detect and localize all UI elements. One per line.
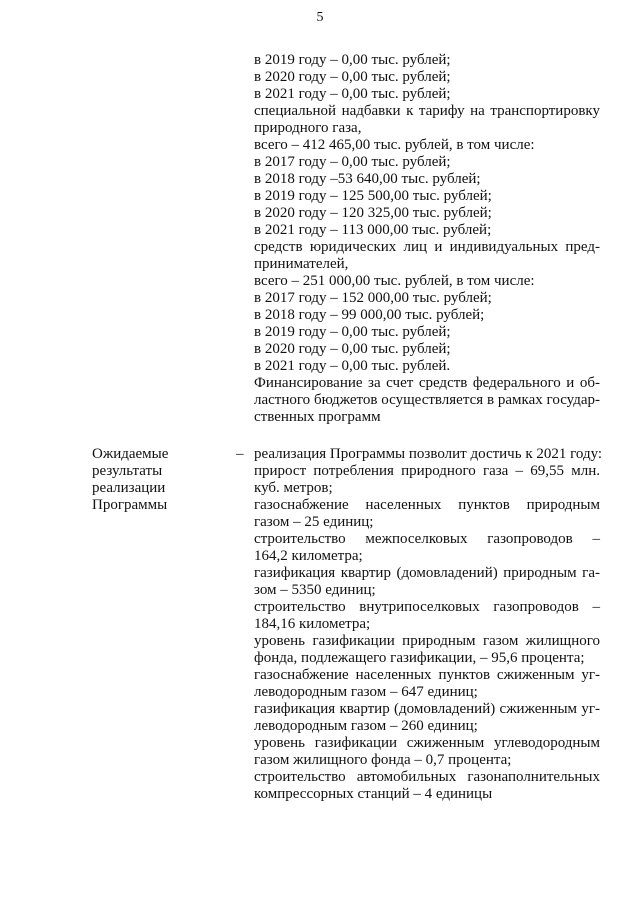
text-line: в 2021 году – 0,00 тыс. рублей; xyxy=(254,86,451,102)
text-line: природного газа, xyxy=(254,120,362,136)
text-line: 164,2 километра; xyxy=(254,548,363,564)
text-line: газоснабжение населенных пунктов сжиженным уг- xyxy=(254,667,600,683)
text-line: газоснабжение населенных пунктов природным xyxy=(254,497,600,513)
label-line: результаты xyxy=(92,463,163,479)
text-line: в 2017 году – 0,00 тыс. рублей; xyxy=(254,154,451,170)
text-line: газом жилищного фонда – 0,7 процента; xyxy=(254,752,512,768)
text-line: в 2017 году – 152 000,00 тыс. рублей; xyxy=(254,290,492,306)
text-line: компрессорных станций – 4 единицы xyxy=(254,786,493,802)
text-line: газификация квартир (домовладений) сжиженным уг- xyxy=(254,701,600,717)
label-line: Программы xyxy=(92,497,168,513)
text-line: 184,16 километра; xyxy=(254,616,371,632)
text-line: строительство автомобильных газонаполнительных xyxy=(254,769,600,785)
text-line: уровень газификации природным газом жилищного xyxy=(254,633,600,649)
dash-separator: – xyxy=(236,446,244,462)
text-line: в 2019 году – 125 500,00 тыс. рублей; xyxy=(254,188,492,204)
text-line: ластного бюджетов осуществляется в рамках государ- xyxy=(254,392,600,408)
text-line: прирост потребления природного газа – 69,55 млн. xyxy=(254,463,600,479)
text-line: куб. метров; xyxy=(254,480,333,496)
text-line: реализация Программы позволит достичь к 2021 году: xyxy=(254,446,603,462)
text-line: леводородным газом – 260 единиц; xyxy=(254,718,478,734)
text-line: в 2020 году – 0,00 тыс. рублей; xyxy=(254,69,451,85)
text-line: принимателей, xyxy=(254,256,349,272)
text-line: газификация квартир (домовладений) природным га- xyxy=(254,565,600,581)
text-line: уровень газификации сжиженным углеводородным xyxy=(254,735,600,751)
text-line: всего – 251 000,00 тыс. рублей, в том числе: xyxy=(254,273,535,289)
text-line: средств юридических лиц и индивидуальных пред- xyxy=(254,239,600,255)
text-line: в 2020 году – 0,00 тыс. рублей; xyxy=(254,341,451,357)
text-line: всего – 412 465,00 тыс. рублей, в том числе: xyxy=(254,137,535,153)
label-line: Ожидаемые xyxy=(92,446,169,462)
text-line: газом – 25 единиц; xyxy=(254,514,374,530)
text-line: в 2019 году – 0,00 тыс. рублей; xyxy=(254,52,451,68)
text-line: в 2020 году – 120 325,00 тыс. рублей; xyxy=(254,205,492,221)
text-line: в 2019 году – 0,00 тыс. рублей; xyxy=(254,324,451,340)
page-number: 5 xyxy=(316,10,324,25)
text-line: Финансирование за счет средств федерального и об- xyxy=(254,375,600,391)
text-line: строительство внутрипоселковых газопроводов – xyxy=(254,599,600,615)
text-line: зом – 5350 единиц; xyxy=(254,582,376,598)
text-line: леводородным газом – 647 единиц; xyxy=(254,684,478,700)
text-line: строительство межпоселковых газопроводов – xyxy=(254,531,600,547)
text-line: в 2018 году –53 640,00 тыс. рублей; xyxy=(254,171,481,187)
text-line: ственных программ xyxy=(254,409,381,425)
text-line: в 2018 году – 99 000,00 тыс. рублей; xyxy=(254,307,485,323)
text-line: фонда, подлежащего газификации, – 95,6 процента; xyxy=(254,650,585,666)
label-line: реализации xyxy=(92,480,166,496)
text-line: специальной надбавки к тарифу на транспортировку xyxy=(254,103,600,119)
text-line: в 2021 году – 0,00 тыс. рублей. xyxy=(254,358,451,374)
text-line: в 2021 году – 113 000,00 тыс. рублей; xyxy=(254,222,492,238)
